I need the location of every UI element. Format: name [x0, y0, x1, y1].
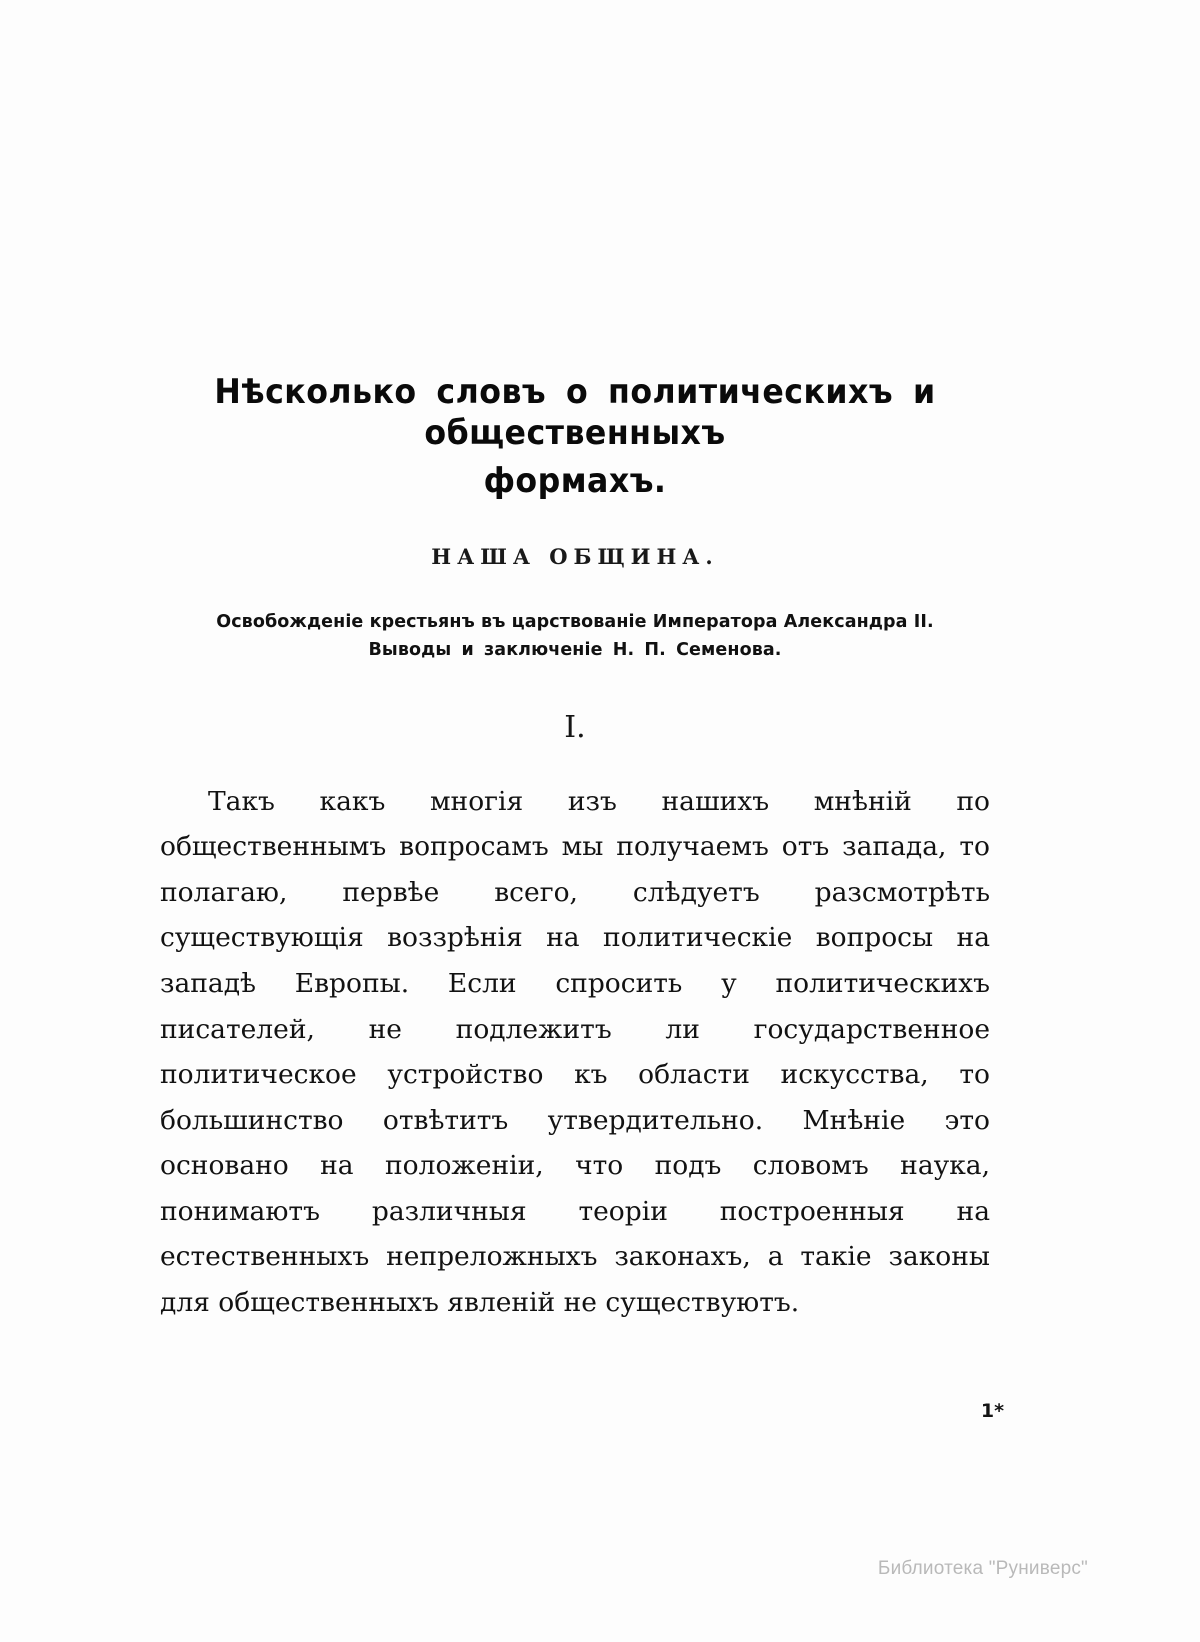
section-number: I.: [564, 709, 586, 745]
signature-marker: 1*: [980, 1400, 1004, 1422]
page-title: [189, 0, 961, 502]
page-title-line-2: формахъ.: [483, 460, 667, 501]
page-title-line-1: Нѣсколько словъ о политическихъ и общественныхъ: [214, 372, 936, 454]
source-credit-line-1: Освобожденіе крестьянъ въ царствованіе Императора Александра II.: [216, 612, 934, 633]
source-credit: [160, 569, 990, 663]
body-paragraph: Такъ какъ многія изъ нашихъ мнѣній по общественнымъ вопросамъ мы получаемъ отъ запада, то полагаю, первѣе всего, слѣдуетъ разсмотрѣть существующія воззрѣнія на политическіе вопросы на западѣ Европы. Если спросить у политическихъ писателей, не подлежитъ ли государственное политическое устройство къ области искусства, то большинство отвѣтитъ утвердительно. Мнѣніе это основано на положеніи, что подъ словомъ наука, понимаютъ различныя теоріи построенныя на естественныхъ непреложныхъ законахъ, а такіе законы для общественныхъ явленій не существуютъ.: [160, 785, 990, 1319]
page-content: [160, 0, 990, 1326]
library-watermark: Библиотека "Руниверс": [877, 1558, 1088, 1579]
source-credit-line-2: Выводы и заключеніе Н. П. Семенова.: [368, 639, 782, 660]
page-subtitle: НАША ОБЩИНА.: [431, 544, 719, 570]
